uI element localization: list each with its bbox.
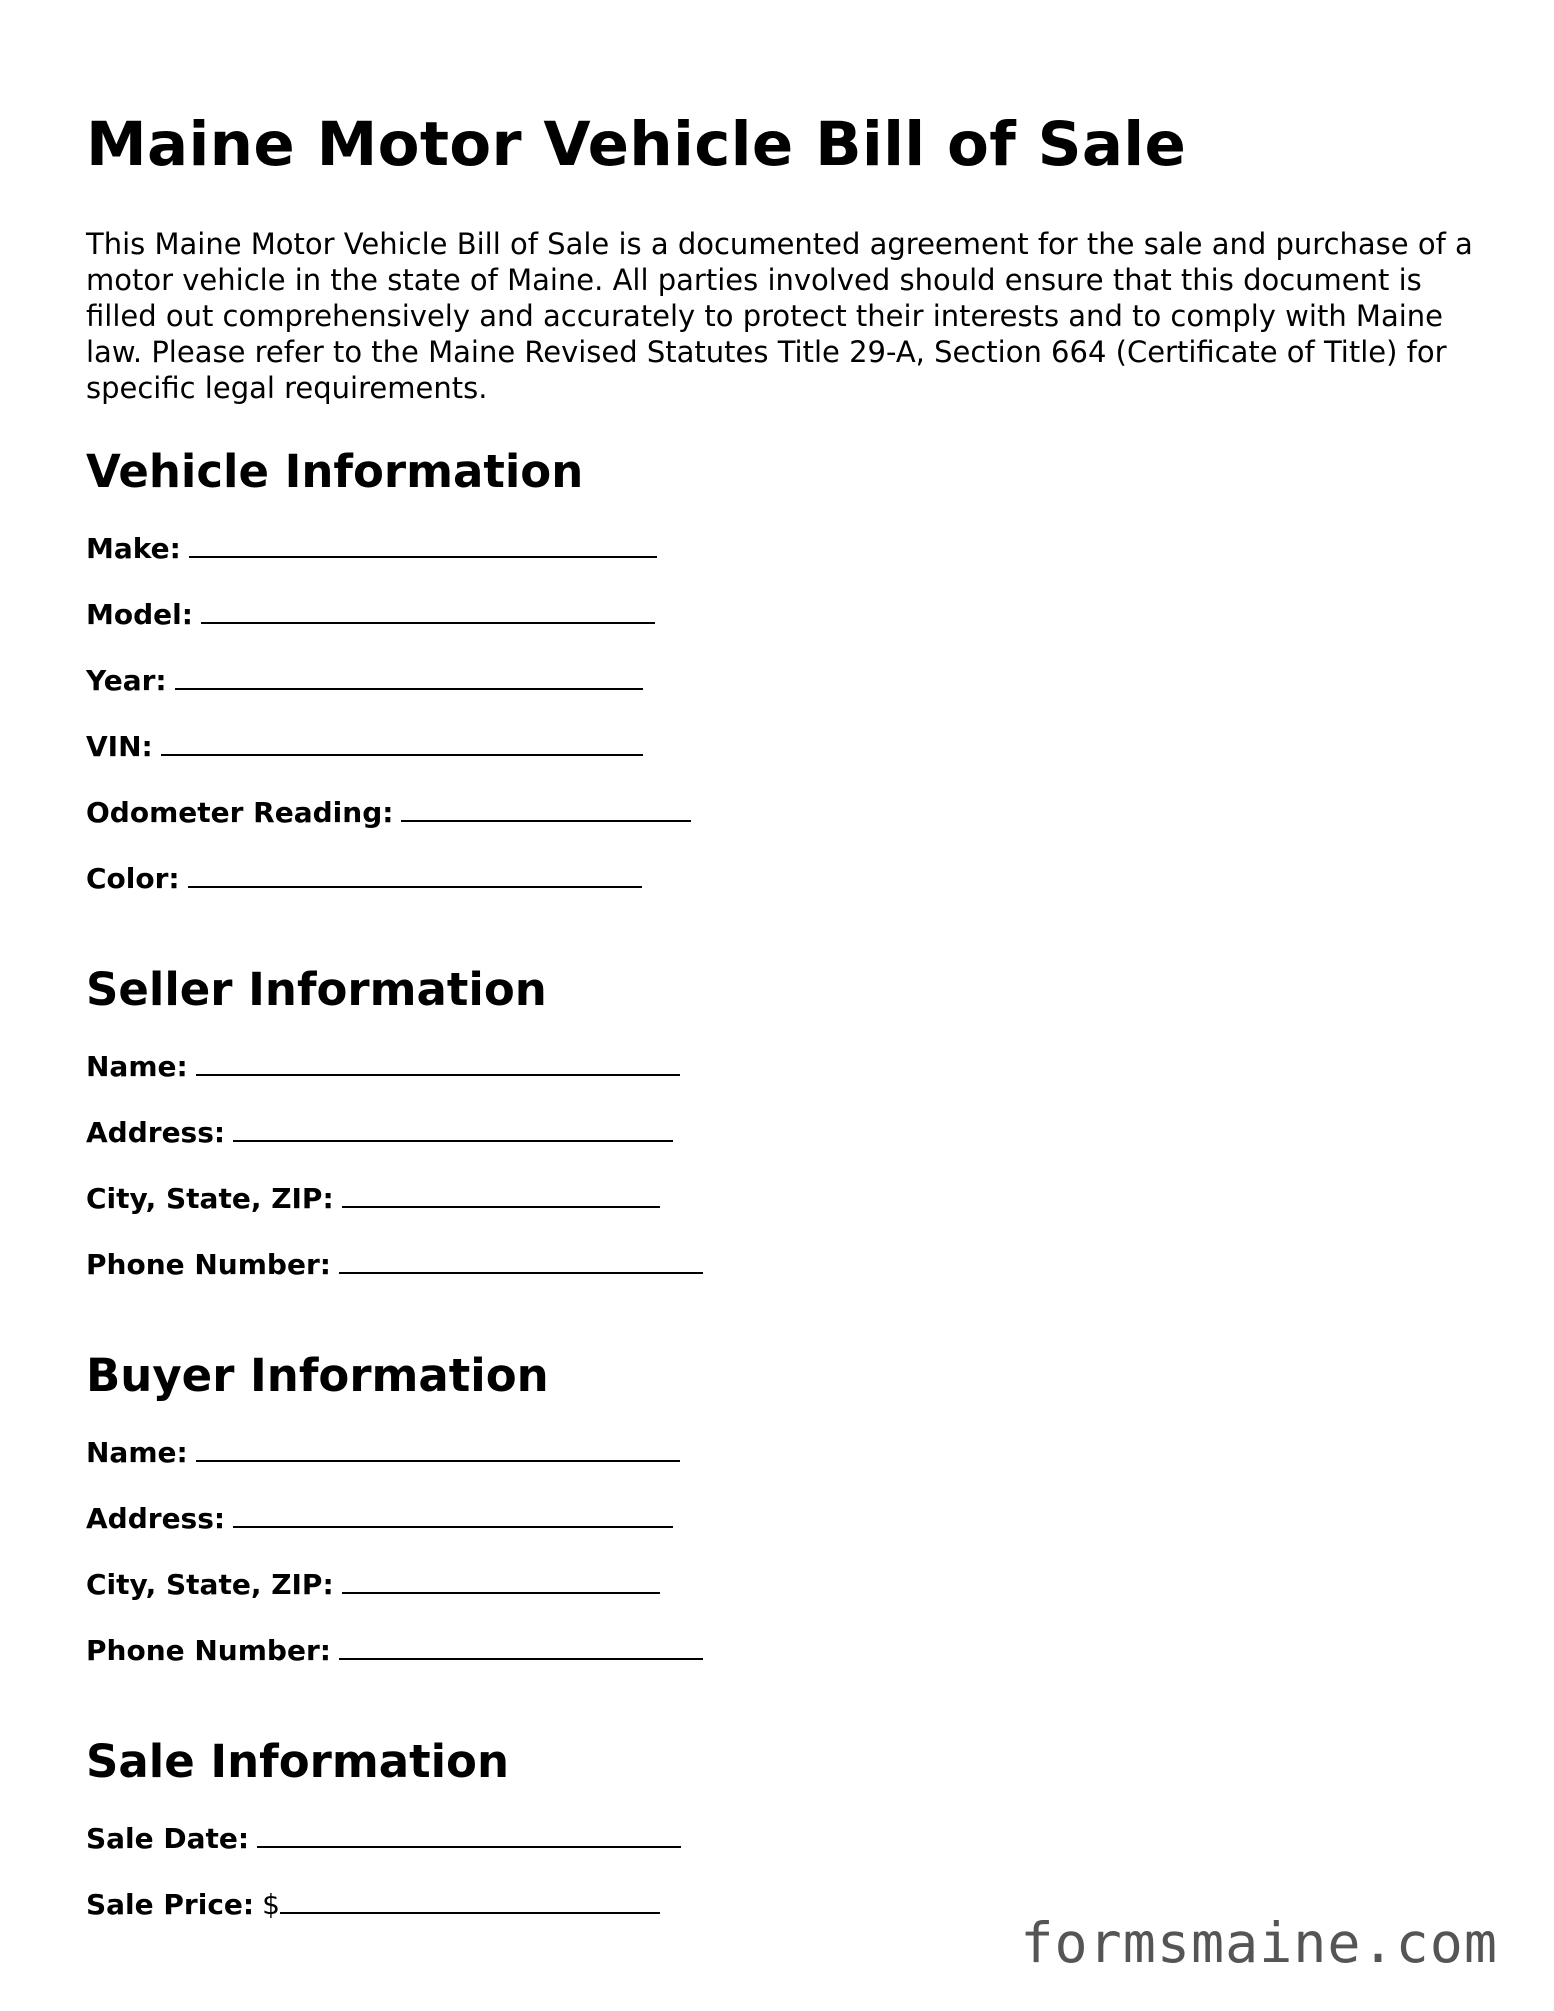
buyer-phone-blank[interactable] [339, 1630, 703, 1660]
vehicle-vin-field [86, 726, 1486, 792]
field-label: Year: [86, 664, 167, 697]
field-label: Phone Number: [86, 1248, 331, 1281]
year-blank[interactable] [175, 660, 643, 690]
field-label: Name: [86, 1050, 188, 1083]
sale-price-blank[interactable] [280, 1884, 660, 1914]
buyer-section-heading: Buyer Information [86, 1349, 549, 1402]
field-label: Make: [86, 532, 181, 565]
seller-city-field [86, 1178, 1486, 1244]
buyer-name-field [86, 1432, 1486, 1498]
seller-name-field [86, 1046, 1486, 1112]
buyer-address-blank[interactable] [233, 1498, 673, 1528]
vehicle-odometer-field [86, 792, 1486, 858]
field-label: VIN: [86, 730, 153, 763]
field-label: City, State, ZIP: [86, 1182, 334, 1215]
seller-name-blank[interactable] [196, 1046, 680, 1076]
document-title: Maine Motor Vehicle Bill of Sale [86, 109, 1187, 180]
currency-symbol: $ [262, 1888, 280, 1921]
seller-city-blank[interactable] [342, 1178, 660, 1208]
watermark: formsmaine.com [1020, 1911, 1498, 1975]
buyer-city-blank[interactable] [342, 1564, 660, 1594]
field-label: Phone Number: [86, 1634, 331, 1667]
document-page [86, 108, 1486, 1950]
field-label: Name: [86, 1436, 188, 1469]
field-label: Address: [86, 1502, 226, 1535]
buyer-phone-field [86, 1630, 1486, 1696]
field-label: Model: [86, 598, 193, 631]
vehicle-section-heading: Vehicle Information [86, 445, 584, 498]
sale-section-heading: Sale Information [86, 1735, 509, 1788]
seller-address-blank[interactable] [233, 1112, 673, 1142]
color-blank[interactable] [188, 858, 642, 888]
vehicle-color-field [86, 858, 1486, 924]
field-label: Address: [86, 1116, 226, 1149]
sale-date-blank[interactable] [257, 1818, 681, 1848]
odometer-blank[interactable] [401, 792, 691, 822]
seller-phone-field [86, 1244, 1486, 1310]
intro-paragraph: This Maine Motor Vehicle Bill of Sale is a documented agreement for the sale and purchase of a motor vehicle in the state of Maine. All parties involved should ensure that this document is filled out comprehensively and accurately to protect their interests and to comply with Maine law. Please refer to the Maine Revised Statutes Title 29-A, Section 664 (Certificate of Title) for specific legal requirements. [86, 227, 1473, 405]
sale-date-field [86, 1818, 1486, 1884]
field-label: Sale Date: [86, 1822, 250, 1855]
field-label: City, State, ZIP: [86, 1568, 334, 1601]
field-label: Sale Price: [86, 1888, 255, 1921]
seller-section-heading: Seller Information [86, 963, 547, 1016]
vehicle-year-field [86, 660, 1486, 726]
seller-address-field [86, 1112, 1486, 1178]
vehicle-model-field [86, 594, 1486, 660]
field-label: Color: [86, 862, 180, 895]
model-blank[interactable] [201, 594, 655, 624]
buyer-city-field [86, 1564, 1486, 1630]
buyer-address-field [86, 1498, 1486, 1564]
buyer-name-blank[interactable] [196, 1432, 680, 1462]
seller-phone-blank[interactable] [339, 1244, 703, 1274]
make-blank[interactable] [189, 528, 657, 558]
vehicle-make-field [86, 528, 1486, 594]
vin-blank[interactable] [161, 726, 643, 756]
field-label: Odometer Reading: [86, 796, 394, 829]
